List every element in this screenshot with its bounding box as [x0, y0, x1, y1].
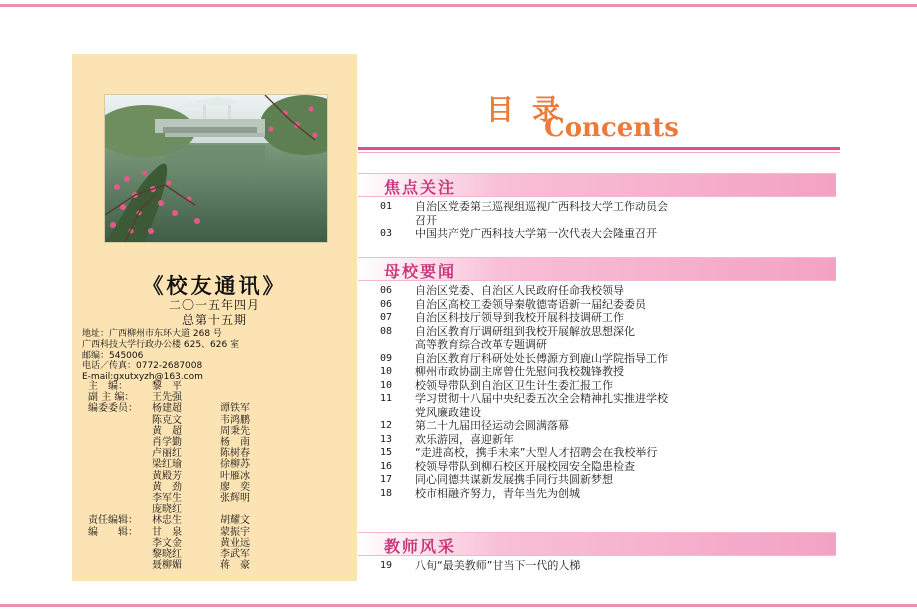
page-number: 07 [380, 312, 393, 323]
staff-row [88, 426, 350, 437]
masthead-panel [72, 54, 357, 581]
toc-entry[interactable] [380, 352, 830, 366]
toc-entry[interactable] [380, 284, 830, 298]
toc-heading-en: Concents [544, 113, 679, 143]
staff-name: 黄 超 [152, 425, 182, 437]
toc-entry[interactable] [380, 460, 830, 474]
toc-entry[interactable] [380, 311, 830, 325]
entry-title: 学习贯彻十八届中央纪委五次全会精神扎实推进学校 [415, 392, 668, 405]
page-number: 06 [380, 298, 393, 310]
heading-divider-thin [358, 152, 840, 153]
staff-row [88, 538, 350, 549]
cover-photo [104, 94, 328, 243]
entry-title: 校领导带队到柳石校区开展校园安全隐患检查 [415, 459, 635, 473]
entry-title: 中国共产党广西科技大学第一次代表大会隆重召开 [415, 227, 657, 240]
staff-name: 陈克文 [152, 414, 182, 426]
issue-date: 二〇一五年四月 [168, 298, 260, 312]
toc-heading-cn: 目录 [486, 93, 579, 126]
toc-entry[interactable] [380, 298, 830, 312]
staff-role: 责任编辑： [88, 515, 138, 527]
entry-title: 自治区党委第三巡视组巡视广西科技大学工作动员会 [415, 200, 668, 213]
entry-title: 高等教育综合改革专题调研 [415, 338, 547, 351]
staff-name: 甘 泉 [152, 526, 182, 538]
toc-entry[interactable] [380, 227, 830, 241]
staff-name: 聂柳媚 [152, 560, 182, 572]
page-number: 15 [380, 447, 393, 458]
page-number: 08 [380, 325, 393, 337]
page-number: 01 [380, 201, 393, 212]
phone-line: 电话／传真：0772-2687008 [82, 361, 203, 372]
top-border-line [0, 4, 917, 7]
page-number: 11 [380, 393, 393, 404]
staff-name: 黄殿芳 [152, 470, 182, 482]
staff-row [88, 560, 350, 571]
staff-name: 韦鸿鹏 [220, 414, 250, 426]
entry-title: “走进高校，携手未来”大型人才招聘会在我校举行 [415, 446, 658, 459]
toc-entry[interactable] [380, 433, 830, 447]
staff-name: 肖学勤 [152, 437, 182, 449]
lake-pavilion-photo [105, 95, 327, 242]
staff-row [88, 493, 350, 504]
staff-row [88, 471, 350, 482]
page-number: 09 [380, 352, 393, 364]
staff-name: 陈树春 [220, 448, 250, 460]
staff-name: 周秉先 [220, 425, 250, 437]
staff-row [88, 403, 350, 414]
staff-row [88, 504, 350, 515]
staff-row [88, 459, 350, 470]
page-number: 10 [380, 379, 393, 391]
email-line: E-mail:gxutxyzh@163.com [82, 372, 203, 383]
entry-title: 召开 [415, 213, 437, 227]
staff-row [88, 482, 350, 493]
staff-name: 黄业远 [220, 537, 250, 549]
staff-row [88, 448, 350, 459]
issue-number: 总第十五期 [181, 313, 247, 327]
contact-info [82, 329, 354, 383]
staff-name: 叶雁冰 [220, 470, 250, 482]
page-number: 12 [380, 420, 393, 431]
staff-row [88, 526, 350, 537]
staff-name: 庞晓红 [152, 504, 182, 516]
section-title: 母校要闻 [384, 262, 457, 281]
entry-title: 自治区教育厅调研组到我校开展解放思想深化 [415, 324, 635, 338]
staff-name: 徐柳苏 [220, 459, 250, 471]
toc-entry[interactable] [380, 487, 830, 501]
staff-name: 李军生 [152, 492, 182, 504]
staff-row [88, 515, 350, 526]
staff-role: 副 主 编： [88, 392, 135, 404]
heading-divider [358, 147, 840, 150]
staff-name: 杨建超 [152, 403, 182, 415]
page-number: 17 [380, 474, 393, 485]
postcode-line: 邮编：545006 [82, 350, 144, 361]
section-title: 焦点关注 [384, 178, 457, 197]
toc-entry[interactable] [380, 419, 830, 433]
staff-row [88, 549, 350, 560]
staff-name: 杨 南 [220, 437, 250, 449]
entry-title: 校领导带队到自治区卫生计生委汇报工作 [415, 378, 613, 392]
entry-title: 八旬“最美教师”甘当下一代的人梯 [415, 559, 581, 572]
office-line: 广西科技大学行政办公楼 625、626 室 [82, 339, 240, 350]
staff-row [88, 392, 350, 403]
entry-title: 校市相融齐努力，青年当先为创城 [415, 486, 580, 500]
editorial-staff-list [88, 381, 350, 571]
toc-entry[interactable] [380, 559, 830, 573]
staff-row [88, 381, 350, 392]
staff-name: 蒋 豪 [220, 560, 250, 572]
entry-title: 同心同德共谋新发展携手同行共圆新梦想 [415, 473, 613, 486]
staff-name: 王先强 [152, 392, 182, 404]
entry-title: 欢乐游园，喜迎新年 [415, 432, 514, 446]
entry-title: 第二十九届田径运动会圆满落幕 [415, 419, 569, 432]
staff-name: 黎 平 [152, 381, 182, 393]
page-number: 10 [380, 366, 393, 377]
page-number: 16 [380, 460, 393, 472]
toc-entry[interactable] [380, 446, 830, 460]
staff-name: 廖 奕 [220, 481, 250, 493]
section-header [358, 532, 836, 556]
staff-role: 编委委员： [88, 403, 138, 415]
section-header [358, 257, 836, 281]
staff-name: 梁红瑜 [152, 459, 182, 471]
staff-name: 林忠生 [152, 515, 182, 527]
entry-title: 自治区党委、自治区人民政府任命我校领导 [415, 284, 624, 297]
toc-entry[interactable] [380, 379, 830, 393]
staff-name: 谭铁军 [220, 403, 250, 415]
staff-role: 编 辑： [88, 526, 138, 538]
staff-name: 卢丽红 [152, 448, 182, 460]
toc-entry[interactable] [380, 200, 830, 227]
staff-row [88, 415, 350, 426]
toc-entry[interactable] [380, 365, 830, 379]
entry-title: 柳州市政协副主席曾仕先慰问我校魏锋教授 [415, 365, 624, 378]
staff-row [88, 437, 350, 448]
magazine-title: 《校友通讯》 [142, 274, 287, 298]
section-title: 教师风采 [384, 537, 457, 556]
address-line: 地址：广西柳州市东环大道 268 号 [82, 329, 222, 339]
toc-entry[interactable] [380, 473, 830, 487]
entry-title: 自治区高校工委领导秦敬德寄语新一届纪委委员 [415, 297, 646, 311]
staff-name: 张辉明 [220, 492, 250, 504]
toc-entry[interactable] [380, 325, 830, 352]
entry-title: 党风廉政建设 [415, 405, 481, 419]
page-number: 03 [380, 228, 393, 239]
staff-name: 黄 劲 [152, 481, 182, 493]
bottom-border-line [0, 604, 917, 607]
staff-name: 胡耀文 [220, 515, 250, 527]
staff-role: 主 编： [88, 381, 128, 393]
page-number: 19 [380, 560, 393, 571]
page-number: 13 [380, 433, 393, 445]
staff-name: 李武军 [220, 548, 250, 560]
page-number: 06 [380, 285, 393, 296]
entry-title: 自治区教育厅科研处处长傅源方到鹿山学院指导工作 [415, 351, 668, 365]
staff-name: 李文金 [152, 537, 182, 549]
section-header [358, 173, 836, 197]
toc-entry[interactable] [380, 392, 830, 419]
staff-name: 蒙振宇 [220, 526, 250, 538]
page-number: 18 [380, 487, 393, 499]
entry-title: 自治区科技厅领导到我校开展科技调研工作 [415, 311, 624, 324]
staff-name: 黎晓红 [152, 548, 182, 560]
